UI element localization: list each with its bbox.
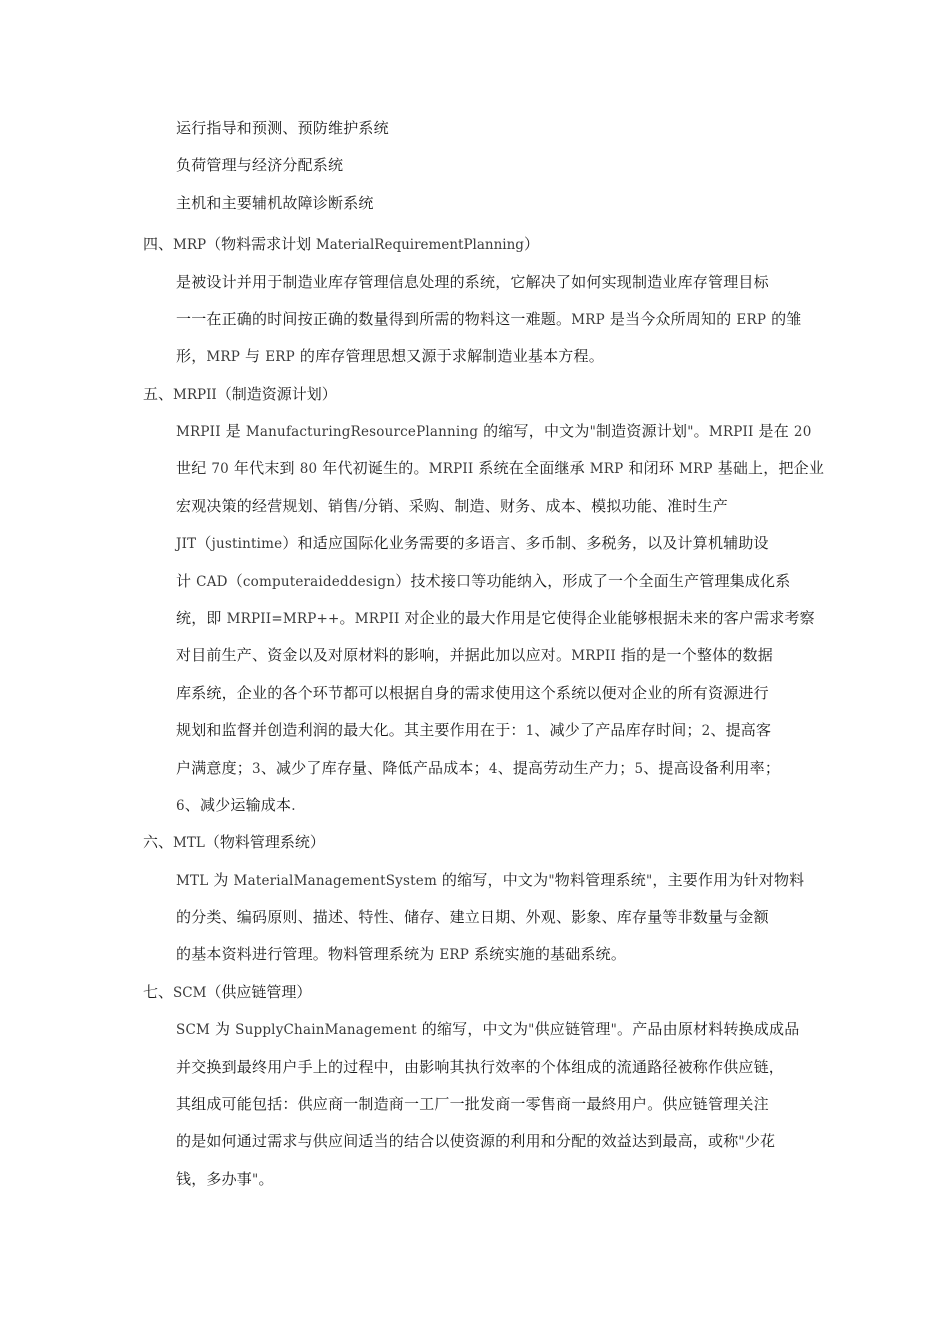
- paragraph-line: 的基本资料进行管理。物料管理系统为 ERP 系统实施的基础系统。: [176, 945, 627, 963]
- paragraph-line: 其组成可能包括：供应商一制造商一工厂一批发商一零售商一最終用户。供应链管理关注: [176, 1095, 769, 1113]
- list-item: 运行指导和预测、预防维护系统: [176, 119, 389, 137]
- paragraph-line: 并交换到最终用户手上的过程中，由影响其执行效率的个体组成的流通路径被称作供应链，: [176, 1058, 785, 1076]
- paragraph-line: 钱，多办事"。: [176, 1170, 274, 1188]
- paragraph-line: 是被设计并用于制造业库存管理信息处理的系统，它解决了如何实现制造业库存管理目标: [176, 273, 769, 291]
- paragraph-line: 宏观决策的经营规划、销售/分销、采购、制造、财务、成本、模拟功能、准时生产: [176, 497, 728, 515]
- section-heading-mtl: 六、MTL（物料管理系统）: [143, 833, 325, 851]
- paragraph-line: 的分类、编码原则、描述、特性、储存、建立日期、外观、影象、库存量等非数量与金额: [176, 908, 769, 926]
- paragraph-line: 对目前生产、资金以及对原材料的影响，并据此加以应对。MRPII 指的是一个整体的数据: [176, 646, 773, 664]
- paragraph-line: JIT（justintime）和适应国际化业务需要的多语言、多币制、多税务，以及计算机辅助设: [176, 534, 769, 552]
- paragraph-line: 形，MRP 与 ERP 的库存管理思想又源于求解制造业基本方程。: [176, 347, 604, 365]
- paragraph-line: 库系统，企业的各个环节都可以根据自身的需求使用这个系统以便对企业的所有资源进行: [176, 684, 769, 702]
- section-heading-scm: 七、SCM（供应链管理）: [143, 983, 312, 1001]
- paragraph-line: 统，即 MRPII=MRP++。MRPII 对企业的最大作用是它使得企业能够根据未来的客户需求考察: [176, 609, 815, 627]
- paragraph-line: 一一在正确的时间按正确的数量得到所需的物料这一难题。MRP 是当今众所周知的 ERP 的雏: [176, 310, 802, 328]
- paragraph-line: 计 CAD（computeraideddesign）技术接口等功能纳入，形成了一个全面生产管理集成化系: [176, 572, 791, 590]
- paragraph-line: 规划和监督并创造利润的最大化。其主要作用在于：1、减少了产品库存时间；2、提高客: [176, 721, 772, 739]
- list-item: 主机和主要辅机故障诊断系统: [176, 194, 374, 212]
- section-heading-mrp: 四、MRP（物料需求计划 MaterialRequirementPlanning）: [143, 235, 539, 253]
- paragraph-line: MRPII 是 ManufacturingResourcePlanning 的缩写，中文为"制造资源计划"。MRPII 是在 20: [176, 422, 812, 440]
- section-heading-mrpii: 五、MRPII（制造资源计划）: [143, 385, 337, 403]
- paragraph-line: 世纪 70 年代末到 80 年代初诞生的。MRPII 系统在全面继承 MRP 和闭环 MRP 基础上，把企业: [176, 459, 825, 477]
- paragraph-line: 的是如何通过需求与供应间适当的结合以使资源的利用和分配的效益达到最高，或称"少花: [176, 1132, 776, 1150]
- paragraph-line: SCM 为 SupplyChainManagement 的缩写，中文为"供应链管理"。产品由原材料转换成成品: [176, 1020, 800, 1038]
- paragraph-line: 户满意度；3、减少了库存量、降低产品成本；4、提高劳动生产力；5、提高设备利用率；: [176, 759, 781, 777]
- paragraph-line: MTL 为 MaterialManagementSystem 的缩写，中文为"物料管理系统"，主要作用为针对物料: [176, 871, 805, 889]
- paragraph-line: 6、减少运输成本.: [176, 796, 296, 814]
- list-item: 负荷管理与经济分配系统: [176, 156, 344, 174]
